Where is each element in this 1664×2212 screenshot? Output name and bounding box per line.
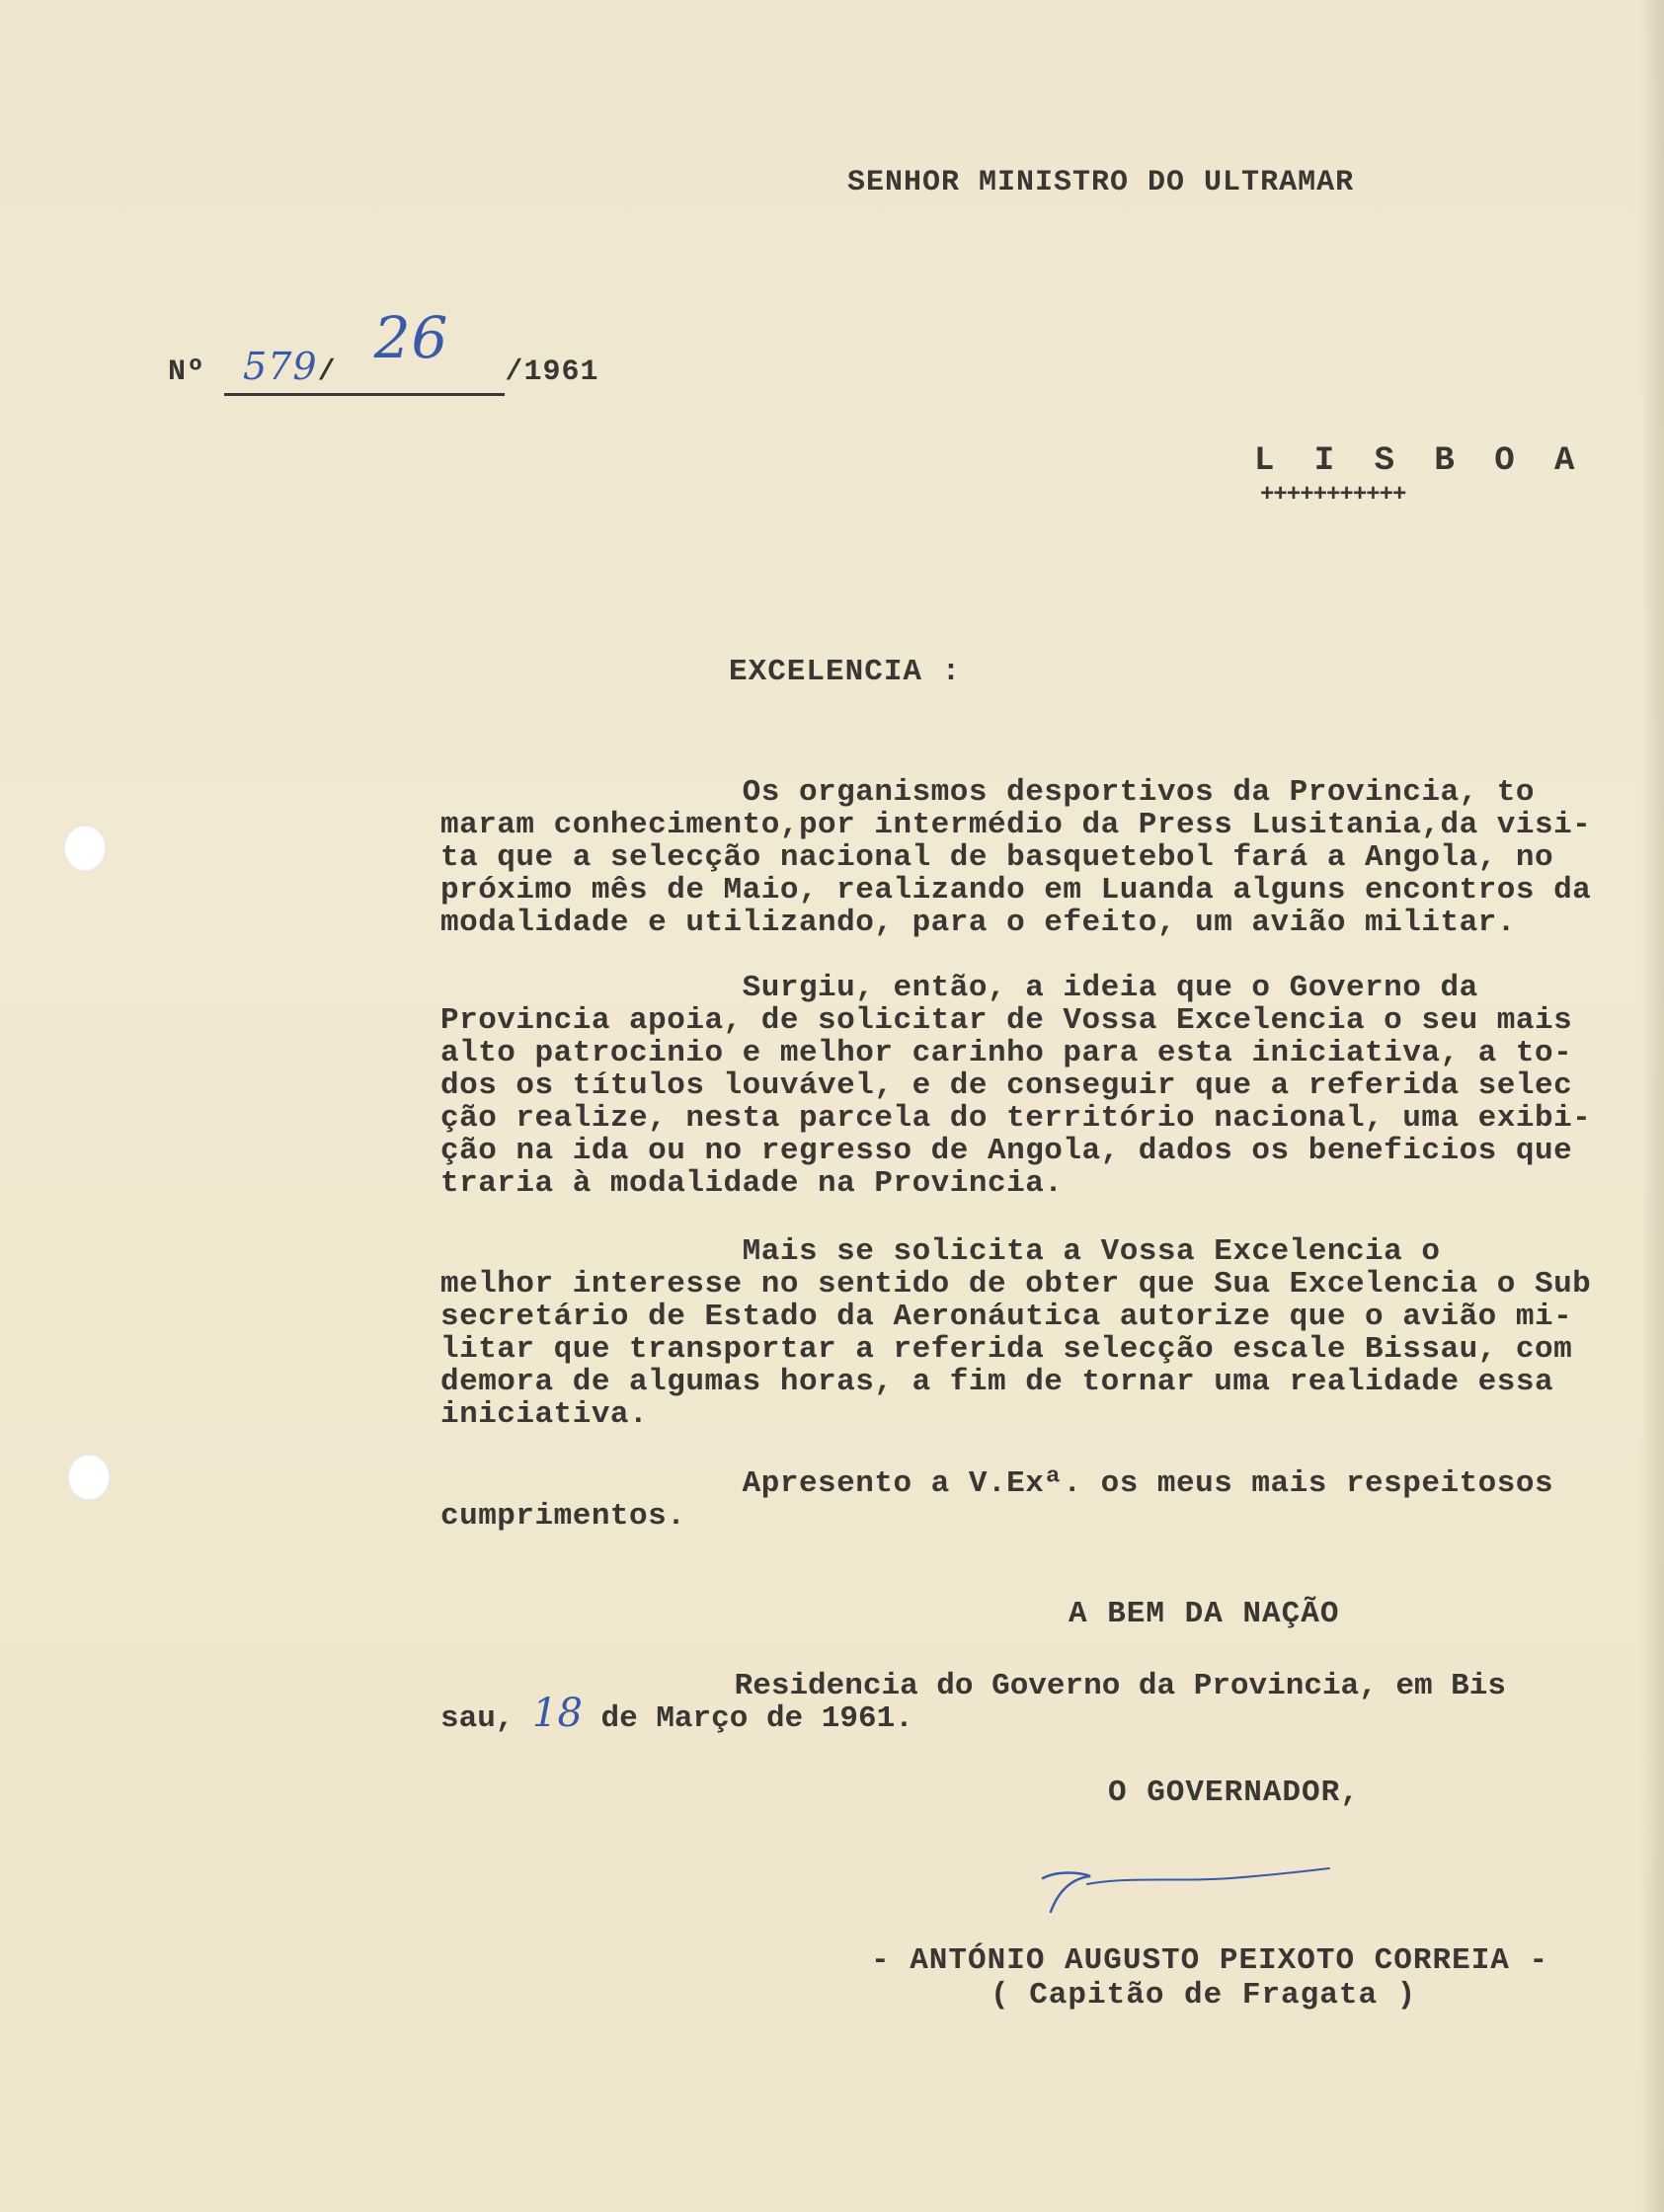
ref-number-handwritten: 579 [243,345,318,388]
reference-number: Nº 579/ 26 /1961 [168,326,598,396]
paragraph-4: Apresento a V.Exª. os meus mais respeitosos cumprimentos. [440,1466,1554,1534]
punch-hole-bottom [67,1454,111,1501]
place-date [440,1670,1655,1735]
salutation: EXCELENCIA : [729,655,962,689]
place-line-2-end: de Março de 1961. [582,1701,913,1736]
punch-hole-top [63,825,107,872]
signer-name: - ANTÓNIO AUGUSTO PEIXOTO CORREIA - [871,1943,1549,1978]
handwritten-signature [1033,1856,1339,1936]
paragraph-2: Surgiu, então, a ideia que o Governo da Provincia apoia, de solicitar de Vossa Excelencia o seu mais alto patrocinio e melhor carinho para esta iniciativa, a to- dos os títulos louvável, e de conseguir que a referida selec ção realize, nesta parcela do território nacional, uma exibi- ção na ida ou no regresso de Angola, dados os beneficios que traria à modalidade na Provincia. [440,971,1592,1201]
ref-year: 1961 [523,356,599,389]
place-line-1: Residencia do Governo da Provincia, em Bis [440,1669,1506,1703]
addressee: SENHOR MINISTRO DO ULTRAMAR [847,166,1355,199]
city-underline: +++++++++++ [1260,482,1406,509]
signer-role: O GOVERNADOR, [1108,1776,1360,1810]
city-heading: L I S B O A [1254,442,1585,480]
ref-handwritten-field: 579/ 26 [224,326,505,396]
closing-motto: A BEM DA NAÇÃO [1069,1597,1340,1631]
ref-sub-handwritten: 26 [373,304,449,371]
signer-rank: ( Capitão de Fragata ) [990,1978,1417,2013]
place-line-2-start: sau, [440,1701,533,1736]
paragraph-3: Mais se solicita a Vossa Excelencia o melhor interesse no sentido de obter que Sua Excelencia o Sub secretário de Estado da Aeronáutica autorize que o avião mi- litar que transportar a referida selecção escale Bissau, com demora de algumas horas, a fim de tornar uma realidade essa iniciativa. [440,1234,1592,1432]
day-handwritten: 18 [532,1691,583,1736]
paragraph-1: Os organismos desportivos da Provincia, to maram conhecimento,por intermédio da Press Lusitania,da visi- ta que a selecção nacional de basquetebol fará a Angola, no próximo mês de Maio, realizando em Luanda alguns encontros da modalidade e utilizando, para o efeito, um avião militar. [440,775,1592,940]
ref-prefix: Nº [168,356,206,389]
